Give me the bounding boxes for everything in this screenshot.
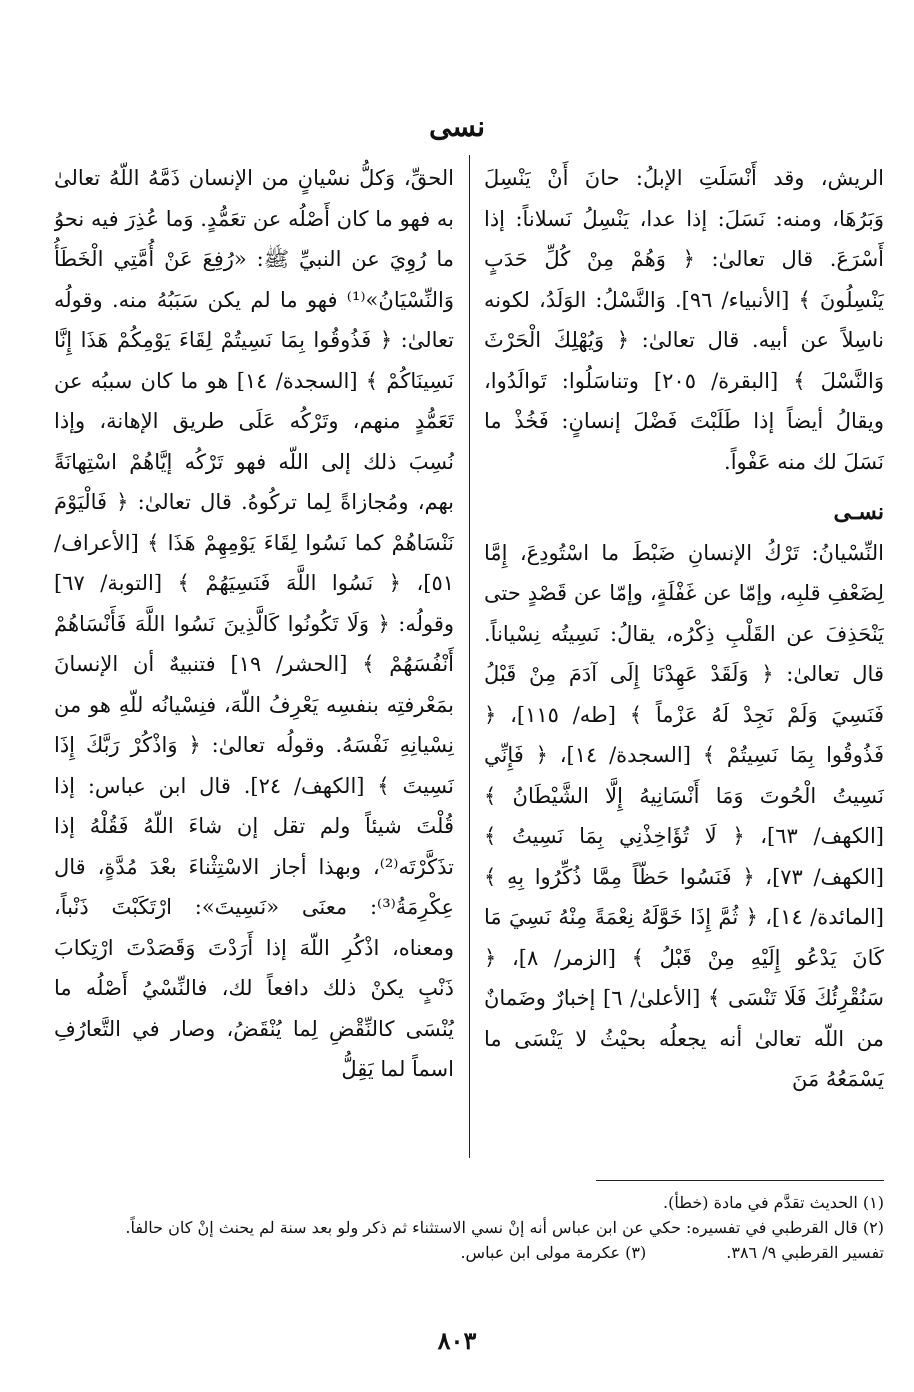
column-divider: [469, 155, 470, 1158]
right-paragraph-1: الريش، وقد أَنْسَلَتِ الإبلُ: حانَ أَنْ يَنْسِلَ وَبَرُهَا، ومنه: نَسَلَ: إذا عدا، يَنْسِلُ نَسلاناً: إذا أَسْرَعَ. قال تعالىٰ: ﴿ وَهُمْ مِنْ كُلِّ حَدَبٍ يَنْسِلُونَ ﴾ [الأنبياء/ ٩٦]. وَالنَّسْلُ: الوَلَدُ، لكونه ناسِلاً عن أبيه. قال تعالىٰ: ﴿ وَيُهْلِكَ الْحَرْثَ وَالنَّسْلَ ﴾ [البقرة/ ٢٠٥] وتناسَلُوا: تَوالَدُوا، ويقالُ أيضاً إذا طَلَبْتَ فَضْلَ إنسانٍ: فَخُذْ ما نَسَلَ لك منه عَفْواً.: [484, 166, 884, 474]
left-paragraph-1: الحقِّ، وَكلُّ نسْيانٍ من الإنسان ذَمَّهُ اللّهُ تعالىٰ به فهو ما كان أَصْلُه عن تعَمُّدٍ. وَما عُذِرَ فيه نحوُ ما رُوِيَ عن النبيِّ ﷺ: «رُفِعَ عَنْ أُمَّتِي الْخَطَأُ وَالنِّسْيَانُ»⁽¹⁾ فهو ما لم يكن سَبَبُهُ منه. وقولُه تعالىٰ: ﴿ فَذُوقُوا بِمَا نَسِيتُمْ لِقَاءَ يَوْمِكُمْ هَذَا إِنَّا نَسِينَاكُمْ ﴾ [السجدة/ ١٤] هو ما كان سببُه عن تَعَمُّدٍ منهم، وتَرْكُه عَلَى طريق الإهانة، وإذا نُسِبَ ذلك إلى اللّه فهو تَرْكُه إيَّاهُمْ اسْتِهانَةً بهم، ومُجازاةً لِما تركُوهُ. قال تعالىٰ: ﴿ فَالْيَوْمَ نَنْسَاهُمْ كما نَسُوا لِقَاءَ يَوْمِهِمْ هَذَا ﴾ [الأعراف/ ٥١]، ﴿ نَسُوا اللَّهَ فَنَسِيَهُمْ ﴾ [التوبة/ ٦٧] وقولُه: ﴿ وَلَا تَكُونُوا كَالَّذِينَ نَسُوا اللَّهَ فَأَنْسَاهُمْ أَنْفُسَهُمْ ﴾ [الحشر/ ١٩] فتنبيهٌ أن الإنسانَ بمَعْرفتِه بنفسِه يَعْرِفُ اللّهَ، فنِسْيانُه للّهِ هو من نِسْيانِهِ نَفْسَهُ. وقولُه تعالىٰ: ﴿ وَاذْكُرْ رَبَّكَ إِذَا نَسِيتَ ﴾ [الكهف/ ٢٤]. قال ابن عباس: إذا قُلْتَ شيئاً ولم تقل إن شاءَ اللّهُ فَقُلْهُ إذا تذَكَّرْتَه⁽²⁾، وبهذا أجاز الاسْتِثْناءَ بعْدَ مُدَّةٍ، قال عِكْرِمَةُ⁽³⁾: معنَى «نَسِيتَ»: ارْتَكَبْتَ ذَنْباً، ومعناه، اذْكُرِ اللّهَ إذا أَرَدْتَ وَقَصَدْتَ ارْتِكابَ ذَنْبٍ يكنْ ذلك دافعاً لك، فالنِّسْيُ أَصْلُه ما يُنْسَى كالنِّقْضِ لِما يُنْقَضُ، وصار في التَّعارُفِ اسماً لما يَقِلُّ: [54, 166, 454, 1081]
right-column: [484, 158, 884, 1158]
entry-heading: نسـى: [833, 499, 884, 525]
footnote-1: (١) الحديث تقدَّم في مادة (خطأ).: [663, 1193, 884, 1212]
footnote-2-continuation: تفسير القرطبي ٩/ ٣٨٦.: [726, 1243, 884, 1262]
right-paragraph-2: النِّسْيانُ: تَرْكُ الإنسانِ ضَبْطَ ما اسْتُودِعَ، إِمَّا لِضَعْفِ قلبِه، وإمّا عن غَفْلَةٍ، وإمّا عن قَصْدٍ حتى يَنْحَذِفَ عن القَلْبِ ذِكْرُه، يقالُ: نَسِيتُه نِسْياناً. قال تعالىٰ: ﴿ وَلَقَدْ عَهِدْنَا إِلَى آدَمَ مِنْ قَبْلُ فَنَسِيَ وَلَمْ نَجِدْ لَهُ عَزْماً ﴾ [طه/ ١١٥]، ﴿ فَذُوقُوا بِمَا نَسِيتُمْ ﴾ [السجدة/ ١٤]، ﴿ فَإِنِّي نَسِيتُ الْحُوتَ وَمَا أَنْسَانِيهُ إِلَّا الشَّيْطَانُ ﴾ [الكهف/ ٦٣]، ﴿ لَا تُؤَاخِذْنِي بِمَا نَسِيتُ ﴾ [الكهف/ ٧٣]، ﴿ فَنَسُوا حَظّاً مِمَّا ذُكِّرُوا بِهِ ﴾ [المائدة/ ١٤]، ﴿ ثُمَّ إِذَا خَوَّلَهُ نِعْمَةً مِنْهُ نَسِيَ مَا كَانَ يَدْعُو إِلَيْهِ مِنْ قَبْلُ ﴾ [الزمر/ ٨]، ﴿ سَنُقْرِئُكَ فَلَا تَنْسَى ﴾ [الأعلىٰ/ ٦] إخبارٌ وضَمانٌ من اللّه تعالىٰ أنه يجعلُه بحيْثُ لا يَنْسَى ما يَسْمَعُهُ مَنَ: [484, 540, 884, 1091]
running-head: نسى: [428, 110, 486, 143]
footnote-rule: [596, 1180, 884, 1181]
footnote-row: [40, 1240, 884, 1265]
footnote-3: (٣) عكرمة مولى ابن عباس.: [460, 1243, 647, 1262]
footnotes: [40, 1190, 884, 1265]
page-number: ٨٠٣: [437, 1326, 477, 1355]
left-column: [54, 158, 454, 1158]
footnote-2: (٢) قال القرطبي في تفسيره: حكي عن ابن عباس أنه إنْ نسي الاستثناء ثم ذكر ولو بعد سنة لم يحنث إنْ كان حالفاً.: [125, 1218, 884, 1237]
